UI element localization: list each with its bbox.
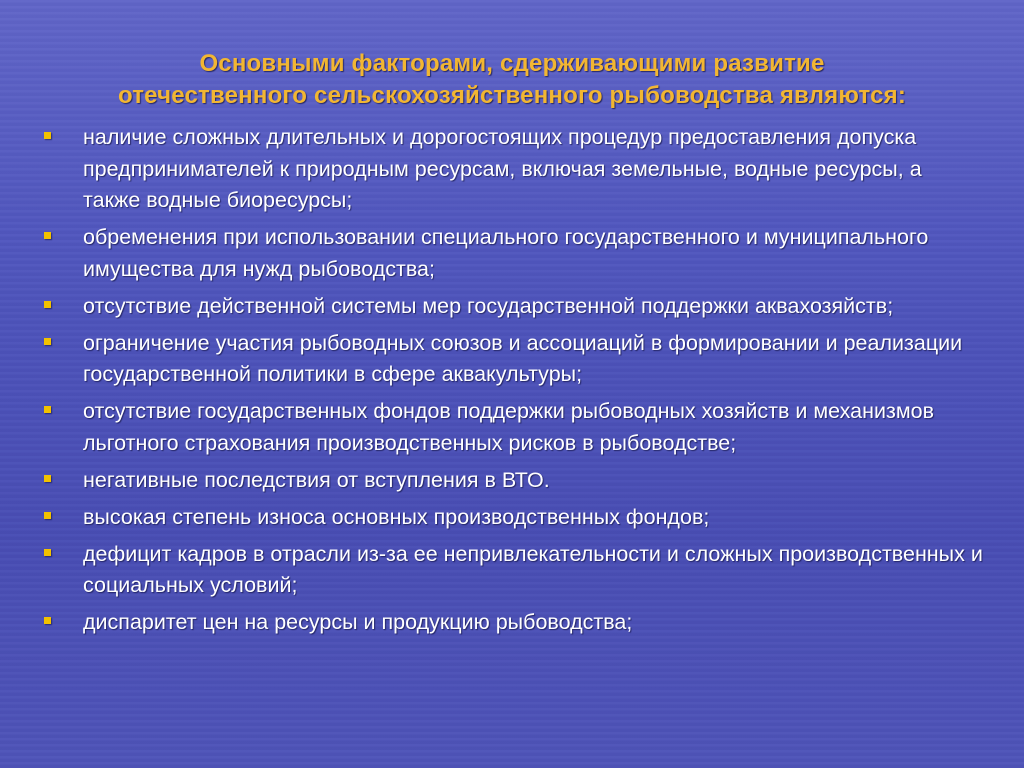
list-item-text: отсутствие государственных фондов поддержки рыбоводных хозяйств и механизмов льготного страхования производственных рисков в рыбоводстве; [83, 399, 934, 455]
square-bullet-icon [44, 512, 51, 519]
list-item-text: дефицит кадров в отрасли из-за ее непривлекательности и сложных производственных и социальных условий; [83, 541, 983, 597]
factors-list [44, 122, 984, 644]
list-item-text: обременения при использовании специального государственного и муниципального имущества для нужд рыбоводства; [83, 225, 929, 281]
square-bullet-icon [44, 475, 51, 482]
list-item [44, 607, 984, 639]
list-item [44, 396, 984, 459]
list-item-text: диспаритет цен на ресурсы и продукцию рыбоводства; [83, 610, 633, 634]
square-bullet-icon [44, 338, 51, 345]
list-item-text: наличие сложных длительных и дорогостоящих процедур предоставления допуска предпринимателей к природным ресурсам, включая земельные, водные ресурсы, а также водные биоресурсы; [83, 125, 922, 212]
square-bullet-icon [44, 406, 51, 413]
list-item-text: негативные последствия от вступления в ВТО. [83, 467, 550, 492]
list-item [44, 539, 984, 602]
list-item [44, 122, 984, 217]
list-item [44, 291, 984, 323]
square-bullet-icon [44, 301, 51, 308]
square-bullet-icon [44, 132, 51, 139]
title-line-1: Основными факторами, сдерживающими развитие [199, 50, 825, 77]
list-item [44, 465, 984, 497]
list-item-text: ограничение участия рыбоводных союзов и ассоциаций в формировании и реализации государственной политики в сфере аквакультуры; [83, 330, 963, 386]
square-bullet-icon [44, 617, 51, 624]
list-item [44, 222, 984, 285]
slide-title [0, 48, 1024, 112]
square-bullet-icon [44, 549, 51, 556]
square-bullet-icon [44, 232, 51, 239]
title-line-2: отечественного сельскохозяйственного рыбоводства являются: [117, 82, 907, 109]
list-item-text: высокая степень износа основных производственных фондов; [83, 504, 710, 529]
list-item-text: отсутствие действенной системы мер государственной поддержки аквахозяйств; [83, 293, 894, 318]
list-item [44, 328, 984, 391]
list-item [44, 502, 984, 534]
